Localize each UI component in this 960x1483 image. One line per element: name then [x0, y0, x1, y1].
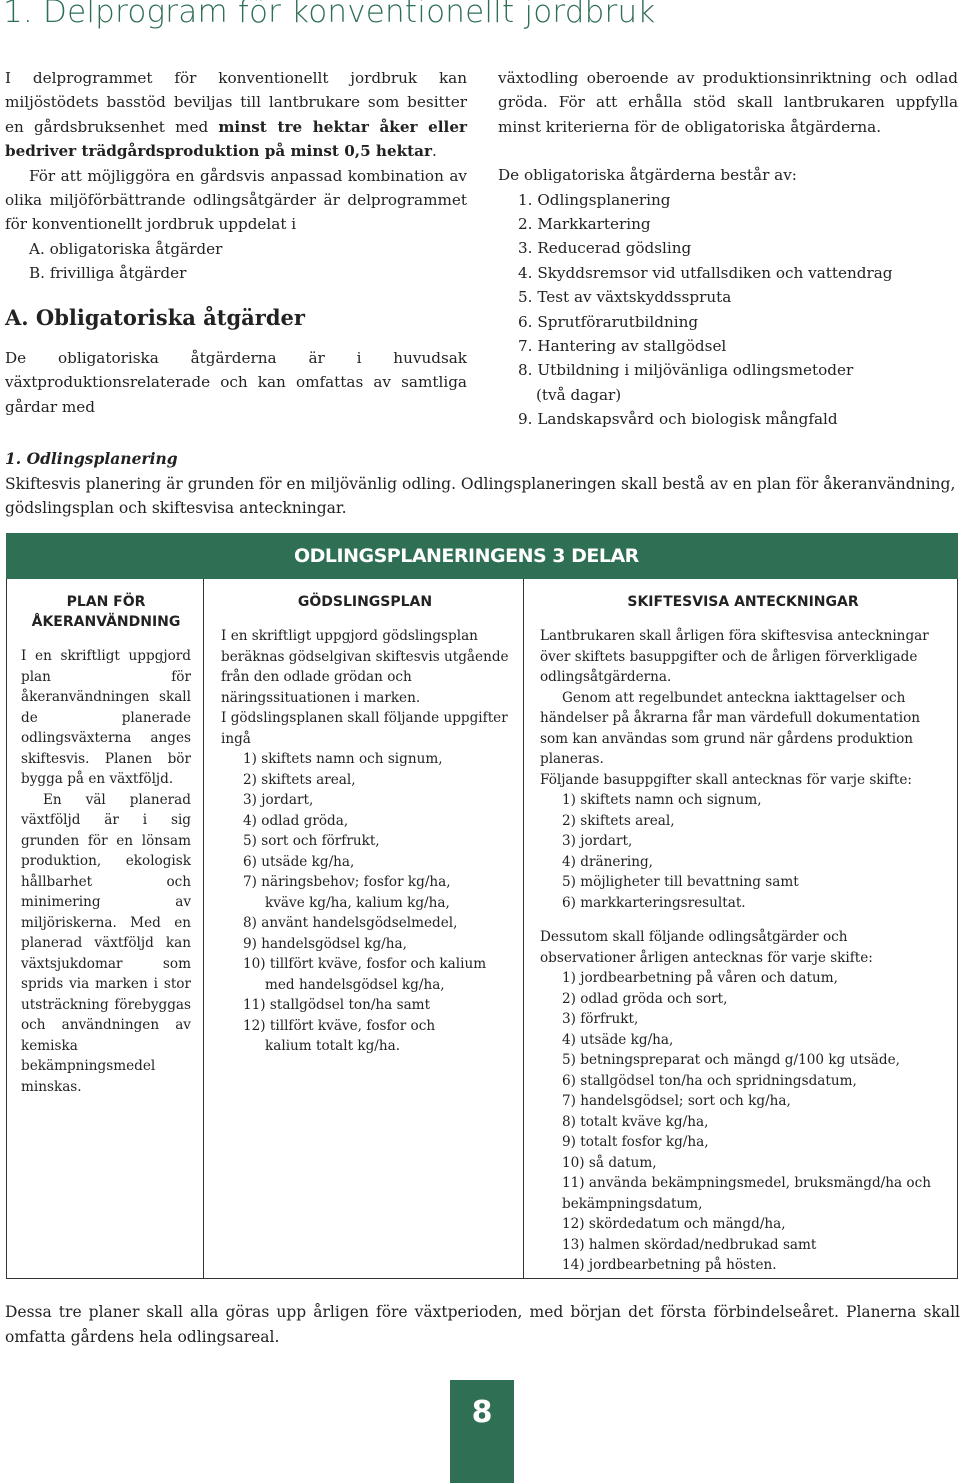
list-item: 13) halmen skördad/nedbrukad samt [562, 1236, 817, 1253]
list-item: med handelsgödsel kg/ha, [265, 976, 445, 993]
section-heading-a: A. Obligatoriska åtgärder [5, 304, 305, 330]
list-item: 14) jordbearbetning på hösten. [562, 1257, 777, 1273]
list-item: 6) utsäde kg/ha, [243, 853, 355, 870]
list-item: 2. Markkartering [518, 215, 651, 234]
list-item: 5) betningspreparat och mängd g/100 kg utsäde, [562, 1052, 900, 1068]
intro-text: I delprogrammet för konventionellt jordbruk kan miljöstödets basstöd beviljas till lantbrukare som besitter en gårdsbruksenhet med [5, 69, 467, 136]
list-item: 3. Reducerad gödsling [518, 239, 692, 258]
list-item: 11) stallgödsel ton/ha samt [243, 997, 431, 1013]
list-item: 7. Hantering av stallgödsel [518, 337, 727, 356]
list-item: 12) tillfört kväve, fosfor och [243, 1017, 436, 1034]
fertilization-paragraph: I gödslingsplanen skall följande uppgifter ingå [221, 710, 508, 747]
list-item: (två dagar) [536, 385, 622, 404]
list-item: 6) stallgödsel ton/ha och spridningsdatum, [562, 1072, 857, 1089]
intro-end: . [432, 142, 437, 161]
list-item: kväve kg/ha, kalium kg/ha, [265, 894, 450, 911]
list-item: 1) skiftets namn och signum, [243, 751, 443, 767]
list-item: kalium totalt kg/ha. [265, 1038, 401, 1054]
column-heading: SKIFTESVISA ANTECKNINGAR [627, 594, 859, 610]
fertilization-list [221, 749, 509, 1057]
list-item: 6. Sprutförarutbildning [518, 312, 699, 331]
left-column [5, 66, 467, 419]
list-item: 3) jordart, [243, 792, 314, 808]
list-item: 8. Utbildning i miljövänliga odlingsmetoder [518, 361, 854, 380]
list-item: 5) möjligheter till bevattning samt [562, 874, 799, 890]
list-item: 5) sort och förfrukt, [243, 833, 380, 849]
column-heading: GÖDSLINGSPLAN [297, 594, 433, 610]
list-item: 2) odlad gröda och sort, [562, 990, 728, 1007]
notes-paragraph: Följande basuppgifter skall antecknas för varje skifte: [540, 771, 912, 788]
list-item: 4) dränering, [562, 853, 654, 870]
box-title-bar [6, 533, 958, 579]
list-item: 11) använda bekämpningsmedel, bruksmängd/ha och bekämpningsdatum, [562, 1175, 931, 1212]
list-item: 2) skiftets areal, [243, 771, 356, 788]
plan-paragraph: I en skriftligt uppgjord plan för åkeranvändningen skall de planerade odlingsväxterna anges skiftesvis. Planen bör bygga på en växtföljd. [21, 648, 191, 787]
list-item: 10) tillfört kväve, fosfor och kalium [243, 956, 487, 972]
program-parts-list [5, 237, 467, 286]
list-item: 6) markkarteringsresultat. [562, 894, 746, 911]
page-title: 1. Delprogram för konventionellt jordbruk [3, 0, 656, 30]
list-item: B. frivilliga åtgärder [29, 264, 187, 283]
notes-column [540, 592, 946, 1276]
plan-column [21, 592, 191, 1097]
section-odlingsplanering [5, 447, 960, 521]
notes-paragraph: Genom att regelbundet anteckna iakttagelser och händelser på åkrarna får man värdefull dokumentation som kan användas som grund när gårdens produktion planeras. [540, 689, 921, 767]
list-item: 5. Test av växtskyddsspruta [518, 288, 732, 307]
right-column [498, 66, 958, 432]
list-item: 4) odlad gröda, [243, 812, 349, 829]
fertilization-column [221, 592, 509, 1057]
list-item: 1) skiftets namn och signum, [562, 792, 762, 808]
list-item: 4. Skyddsremsor vid utfallsdiken och vattendrag [518, 263, 893, 282]
continuation-paragraph: växtodling oberoende av produktionsinriktning och odlad gröda. För att erhålla stöd skall lantbrukaren uppfylla minst kriterierna för de obligatoriska åtgärderna. [498, 69, 958, 136]
section-text: Skiftesvis planering är grunden för en miljövänlig odling. Odlingsplaneringen skall bestå av en plan för åkeranvändning, gödslingsplan och skiftesvisa anteckningar. [5, 474, 956, 517]
list-item: 3) jordart, [562, 833, 633, 849]
obligatory-paragraph: De obligatoriska åtgärderna är i huvudsak växtproduktionsrelaterade och kan omfattas av samtliga gårdar med [5, 349, 467, 416]
page-number: 8 [450, 1380, 514, 1483]
plan-paragraph: En väl planerad växtföljd är i sig grunden för en lönsam produktion, ekologisk hållbarhet och minimering av miljöriskerna. Med en planerad växtföljd kan växtsjukdomar som sprids via marken i stor utsträckning förebyggas och användningen av kemiska bekämpningsmedel minskas. [21, 791, 191, 1095]
section-heading: 1. Odlingsplanering [5, 449, 178, 468]
list-item: 4) utsäde kg/ha, [562, 1031, 674, 1048]
column-heading: PLAN FÖR ÅKERANVÄNDNING [31, 594, 181, 630]
intro-paragraph [5, 66, 467, 164]
intro-emphasis: minst tre hektar åker eller bedriver trädgårdsproduktion på minst 0,5 hektar [5, 117, 467, 161]
list-item: 1) jordbearbetning på våren och datum, [562, 970, 838, 986]
list-item: 2) skiftets areal, [562, 812, 675, 829]
list-item: 8) totalt kväve kg/ha, [562, 1113, 709, 1130]
notes-paragraph: Dessutom skall följande odlingsåtgärder och observationer årligen antecknas för varje skifte: [540, 929, 873, 966]
basic-data-list [540, 790, 946, 913]
column-divider [203, 579, 204, 1279]
measures-list [498, 188, 958, 432]
list-item: 9) totalt fosfor kg/ha, [562, 1134, 709, 1150]
closing-paragraph: Dessa tre planer skall alla göras upp årligen före växtperioden, med början det första förbindelseåret. Planerna skall omfatta gårdens hela odlingsareal. [5, 1303, 960, 1346]
column-divider [523, 579, 524, 1279]
list-item: 12) skördedatum och mängd/ha, [562, 1216, 786, 1232]
box-title: ODLINGSPLANERINGENS 3 DELAR [294, 545, 639, 567]
list-item: 7) näringsbehov; fosfor kg/ha, [243, 874, 451, 890]
notes-paragraph: Lantbrukaren skall årligen föra skiftesvisa anteckningar över skiftets basuppgifter och de årligen förverkligade odlingsåtgärderna. [540, 628, 929, 685]
list-item: 1. Odlingsplanering [518, 190, 671, 209]
list-item: A. obligatoriska åtgärder [29, 239, 223, 258]
list-item: 3) förfrukt, [562, 1011, 639, 1027]
annual-measures-list [540, 968, 946, 1276]
list-item: 9) handelsgödsel kg/ha, [243, 935, 407, 952]
subdivision-paragraph: För att möjliggöra en gårdsvis anpassad kombination av olika miljöförbättrande odlingsåtgärder är delprogrammet för konventionellt jordbruk uppdelat i [5, 166, 467, 234]
list-item: 10) så datum, [562, 1154, 657, 1171]
list-item: 7) handelsgödsel; sort och kg/ha, [562, 1093, 791, 1109]
list-item: 8) använt handelsgödselmedel, [243, 915, 458, 931]
list-item: 9. Landskapsvård och biologisk mångfald [518, 410, 838, 429]
fertilization-paragraph: I en skriftligt uppgjord gödslingsplan beräknas gödselgivan skiftesvis utgående från den odlade grödan och näringssituationen i marken. [221, 628, 509, 706]
measures-intro: De obligatoriska åtgärderna består av: [498, 166, 797, 185]
